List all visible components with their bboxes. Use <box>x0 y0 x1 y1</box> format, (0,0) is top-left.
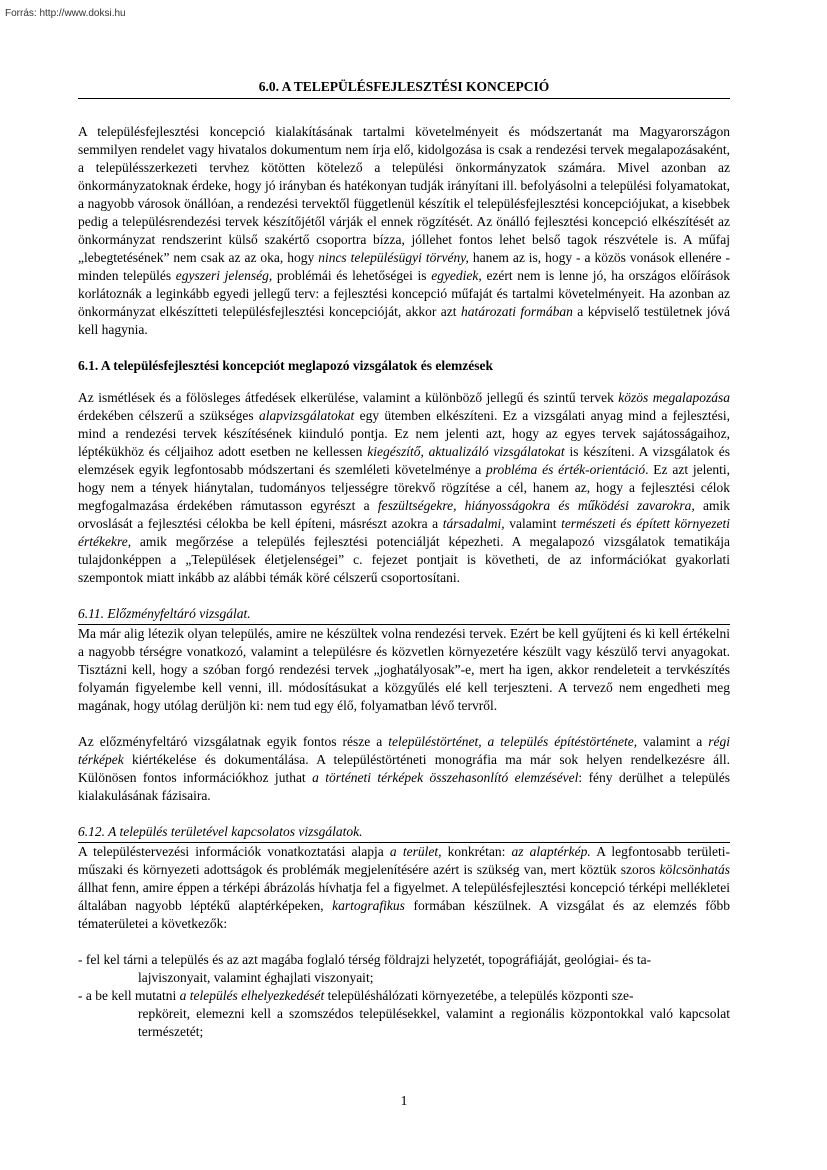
page-title: 6.0. A TELEPÜLÉSFEJLESZTÉSI KONCEPCIÓ <box>78 78 730 99</box>
list-item: - fel kel tárni a település és az azt magába foglaló térség földrajzi helyzetét, topográfiáját, geológiai- és ta- lajviszonyait, valamint éghajlati viszonyait; <box>78 952 652 985</box>
section-6-1-heading: 6.1. A településfejlesztési koncepciót meglapozó vizsgálatok és elemzések <box>78 358 494 373</box>
section-6-12-heading: 6.12. A település területével kapcsolatos vizsgálatok. <box>78 823 730 843</box>
section-6-11-paragraph-1: Ma már alig létezik olyan település, amire ne készültek volna rendezési tervek. Ezért be kell gyűjteni és ki kell értékelni a nagyobb térségre vonatkozó, valamint a településre és közvetlen környezetére készült vagy készülő tervi anyagokat. Tisztázni kell, hogy a szóban forgó rendezési tervek „joghatályosak”-e, mert ha igen, akkor rendeleteit a tervkészítés folyamán figyelembe kell venni, ill. módosításukat a közgyűlés elé kell terjeszteni. A tervező nem engedheti meg magának, hogy utólag derüljön ki: nem tud egy élő, folyamatban lévő tervről. <box>78 626 730 713</box>
list-item: - a be kell mutatni a település elhelyezkedését településhálózati környezetébe, a település központi sze- repköreit, elemezni kell a szomszédos településekkel, valamint a regionális központokkal való kapcsolat természetét; <box>78 988 730 1039</box>
section-6-11-paragraph-2: Az előzményfeltáró vizsgálatnak egyik fontos része a településtörténet, a település építéstörténete, valamint a régi térképek kiértékelése és dokumentálása. A településtörténeti monográfia ma már sok helyen rendelkezésre áll. Különösen fontos információkhoz juthat a történeti térképek összehasonlító elemzésével: fény derülhet a település kialakulásának fázisaira. <box>78 734 730 803</box>
page-number: 1 <box>400 1094 408 1109</box>
intro-paragraph: A településfejlesztési koncepció kialakításának tartalmi követelményeit és módszertanát ma Magyarországon semmilyen rendelet vagy hivatalos dokumentum nem írja elő, kidolgozása is csak a rendezési tervek megalapozásaként, a településszerkezeti tervhez kötötten kötelező a települési önkormányzatok számára. Mivel azonban az önkormányzatoknak érdeke, hogy jó irányban és hatékonyan tudják irányítani ill. befolyásolni a települési folyamatokat, a nagyobb városok önállóan, a rendezési tervektől függetlenül készítik el településfejlesztési koncepciójukat, a kisebbek pedig a településrendezési tervek készítőjétől várják el ennek rögzítését. Az önálló fejlesztési koncepció elkészítését az önkormányzat rendszerint külső szakértő csoportra bízza, jóllehet fontos lehet belső tagok részvétele is. A műfaj „lebegtetésének” nem csak az az oka, hogy nincs településügyi törvény, hanem az is, hogy - a közös vonások ellenére - minden település egyszeri jelenség, problémái és lehetőségei is egyediek, ezért nem is lenne jó, ha országos előírások korlátoznák a leginkább egyedi jellegű terv: a fejlesztési koncepció műfaját és tartalmi követelményeit. Ha azonban az önkormányzat elkészítteti településfejlesztési koncepcióját, akkor azt határozati formában a képviselő testületnek jóvá kell hagynia. <box>78 124 730 337</box>
section-6-1-paragraph: Az ismétlések és a fölösleges átfedések elkerülése, valamint a különböző jellegű és szintű tervek közös megalapozása érdekében célszerű a szükséges alapvizsgálatokat egy ütemben elkészíteni. Ez a vizsgálati anyag mind a fejlesztési, mind a rendezési tervek készítésének kiinduló pontja. Ez nem jelenti azt, hogy az egyes tervek sajátosságaihoz, léptékükhöz és céljaihoz adott esetben ne kellessen kiegészítő, aktualizáló vizsgálatokat is készíteni. A vizsgálatok és elemzések egyik legfontosabb módszertani és szemléleti követelménye a probléma és érték-orientáció. Ez azt jelenti, hogy nem a tények hiánytalan, tudományos teljességre törekvő rögzítése a cél, hanem az, hogy a fejlesztési célok megfogalmazása érdekében rámutasson egyrészt a feszültségekre, hiányosságokra és működési zavarokra, amik orvoslását a fejlesztési célokba be kell építeni, másrészt azokra a társadalmi, valamint természeti és épített környezeti értékekre, amik megőrzése a település fejlesztési potenciálját képezheti. A megalapozó vizsgálatok tematikája tulajdonképpen a „Települések életjelenségei” c. fejezet pontjait is követheti, de az információkat gyakorlati szempontok miatt inkább az alábbi témák köré célszerű csoportosítani. <box>78 390 731 585</box>
document-page <box>78 78 730 1041</box>
source-url: Forrás: http://www.doksi.hu <box>5 8 126 19</box>
section-6-11-heading: 6.11. Előzményfeltáró vizsgálat. <box>78 605 730 625</box>
section-6-12-paragraph: A településtervezési információk vonatkoztatási alapja a terület, konkrétan: az alaptérkép. A legfontosabb területi-műszaki és környezeti adottságok és problémák megjelenítésére azért is szükség van, mert köztük szoros kölcsönhatás állhat fenn, amire éppen a térképi ábrázolás hívhatja fel a figyelmet. A településfejlesztési koncepció térképi mellékletei általában nagyobb léptékű alaptérképeken, kartografikus formában készülnek. A vizsgálat és az elemzés főbb tématerületei a következők: <box>78 844 730 931</box>
